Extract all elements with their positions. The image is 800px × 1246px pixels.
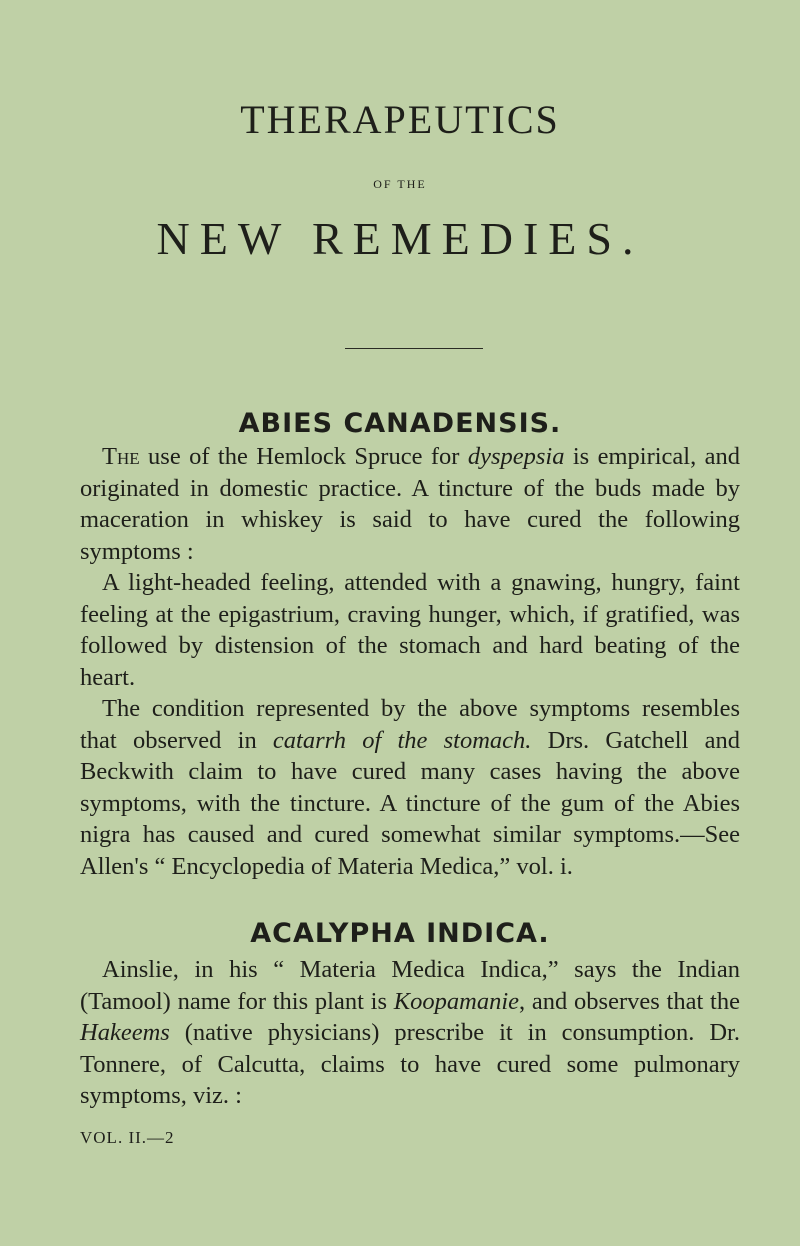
- text-run: (native physicians) prescribe it in consumption. Dr. Tonnere, of Calcutta, claims to have cured some pulmonary symptoms, viz. :: [80, 1019, 740, 1109]
- section-heading-abies: ABIES CANADENSIS.: [238, 408, 562, 439]
- text-run: Drs. Gatchell and Beckwith claim to have cured many cases having the above symptoms, with the tincture. A tincture of the gum of the Abies nigra has caused and cured somewhat similar symptoms.—See Allen's “ Encyclopedia of Materia Medica,” vol. i.: [80, 726, 740, 880]
- paragraph-abies-3: [80, 693, 740, 882]
- italic-term: Koopamanie: [393, 987, 520, 1015]
- title-connector: OF THE: [373, 177, 427, 191]
- section-body-abies: [80, 441, 740, 882]
- text-run: is empirical, and originated in domestic practice. A tincture of the buds made by maceration in whiskey is said to have cured the following symptoms :: [80, 443, 740, 565]
- text-run: use of the Hemlock Spruce for: [139, 443, 468, 470]
- section-heading-acalypha: ACALYPHA INDICA.: [250, 918, 550, 949]
- page-subtitle: NEW REMEDIES.: [156, 213, 644, 264]
- paragraph-abies-1: [80, 441, 740, 567]
- signature-mark: VOL. II.—2: [80, 1128, 175, 1147]
- title-divider: [345, 348, 483, 349]
- italic-term: Hakeems: [80, 1019, 170, 1046]
- text-run: The condition represented by the above symptoms resembles that observed in: [80, 695, 740, 754]
- italic-term: catarrh of the stomach.: [272, 726, 532, 754]
- paragraph-abies-2: A light-headed feeling, attended with a gnawing, hungry, faint feeling at the epigastrium, craving hunger, which, if gratified, was followed by distension of the stomach and hard beating of the heart.: [80, 569, 740, 691]
- italic-term: dyspepsia: [467, 443, 565, 470]
- lead-word: The: [102, 443, 140, 470]
- paragraph-acalypha-1: [80, 954, 740, 1112]
- text-run: Ainslie, in his “ Materia Medica Indica,” says the Indian (Tamool) name for this plant is: [80, 956, 740, 1015]
- page-title: THERAPEUTICS: [240, 97, 560, 142]
- section-body-acalypha: [80, 954, 740, 1112]
- text-run: , and observes that the: [519, 987, 740, 1015]
